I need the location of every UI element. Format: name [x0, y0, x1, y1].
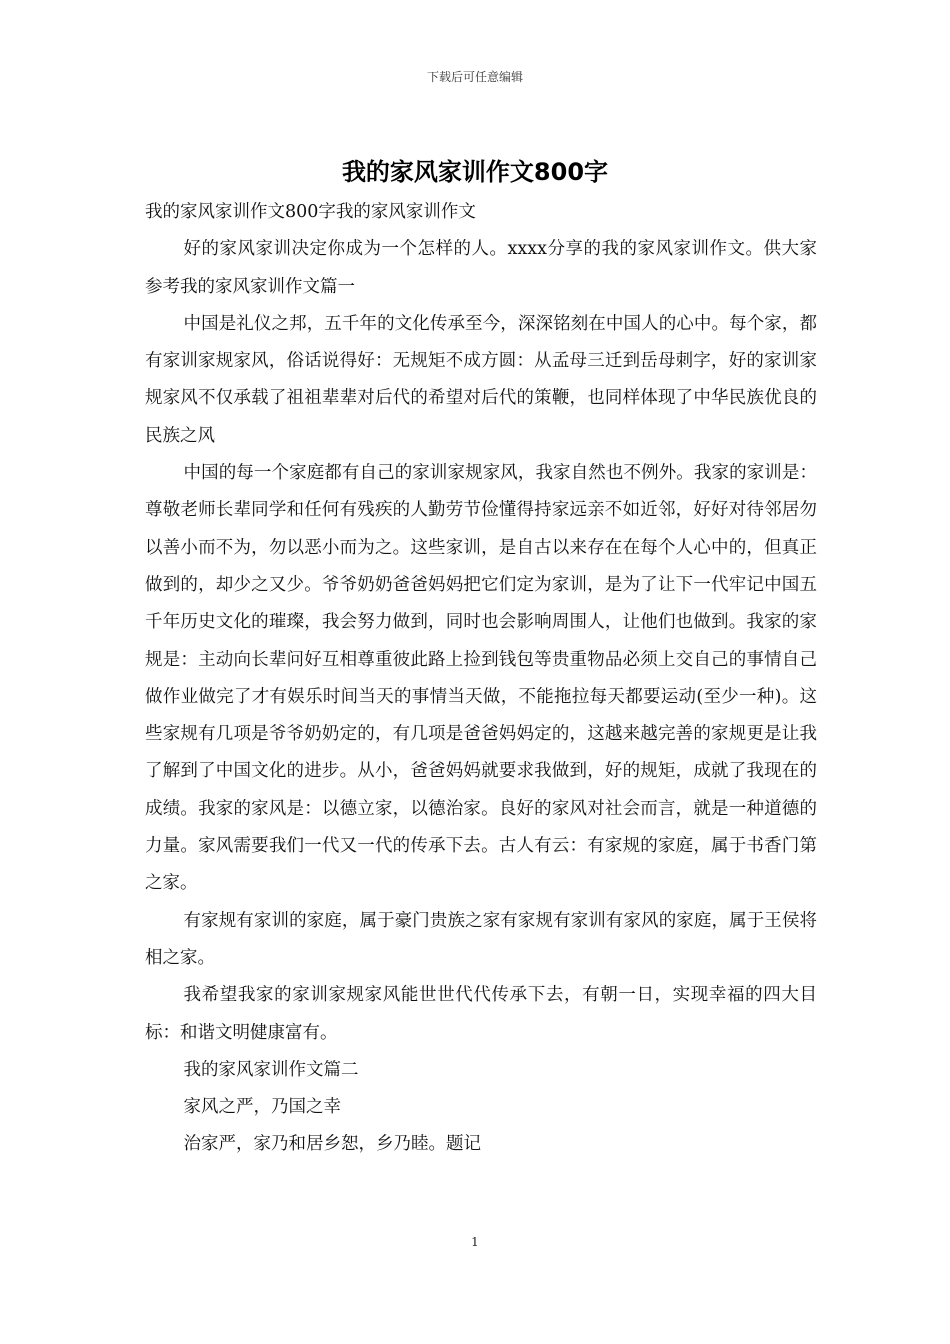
paragraph: 中国的每一个家庭都有自己的家训家规家风，我家自然也不例外。我家的家训是：尊敬老师长辈同学和任何有残疾的人勤劳节俭懂得持家远亲不如近邻，好好对待邻居勿以善小而不为，勿以恶小而为之。这些家训，是自古以来存在在每个人心中的，但真正做到的，却少之又少。爷爷奶奶爸爸妈妈把它们定为家训，是为了让下一代牢记中国五千年历史文化的璀璨，我会努力做到，同时也会影响周围人，让他们也做到。我家的家规是：主动向长辈问好互相尊重彼此路上捡到钱包等贵重物品必须上交自己的事情自己做作业做完了才有娱乐时间当天的事情当天做，不能拖拉每天都要运动(至少一种)。这些家规有几项是爷爷奶奶定的，有几项是爸爸妈妈定的，这越来越完善的家规更是让我了解到了中国文化的进步。从小，爸爸妈妈就要求我做到，好的规矩，成就了我现在的成绩。我家的家风是：以德立家，以德治家。良好的家风对社会而言，就是一种道德的力量。家风需要我们一代又一代的传承下去。古人有云：有家规的家庭，属于书香门第之家。	[145, 463, 817, 894]
page-number: 1	[471, 1235, 479, 1249]
paragraph: 有家规有家训的家庭，属于豪门贵族之家有家规有家训有家风的家庭，属于王侯将相之家。	[145, 910, 817, 968]
paragraph-subtitle: 我的家风家训作文800字我的家风家训作文	[145, 202, 476, 222]
document-title: 我的家风家训作文800字	[341, 158, 609, 186]
paragraph: 家风之严，乃国之幸	[183, 1097, 341, 1118]
paragraph: 治家严，家乃和居乡恕，乡乃睦。题记	[183, 1134, 481, 1155]
paragraph: 我希望我家的家训家规家风能世世代代传承下去，有朝一日，实现幸福的四大目标：和谐文明健康富有。	[145, 985, 817, 1043]
paragraph: 中国是礼仪之邦，五千年的文化传承至今，深深铭刻在中国人的心中。每个家，都有家训家规家风，俗话说得好：无规矩不成方圆：从孟母三迁到岳母刺字，好的家训家规家风不仅承载了祖祖辈辈对后代的希望对后代的策鞭，也同样体现了中华民族优良的民族之风	[145, 313, 817, 446]
paragraph-intro: 好的家风家训决定你成为一个怎样的人。xxxx分享的我的家风家训作文。供大家参考我的家风家训作文篇一	[145, 239, 817, 297]
header-note: 下载后可任意编辑	[426, 70, 523, 84]
document-body	[145, 194, 817, 1164]
section-heading: 我的家风家训作文篇二	[183, 1059, 359, 1080]
